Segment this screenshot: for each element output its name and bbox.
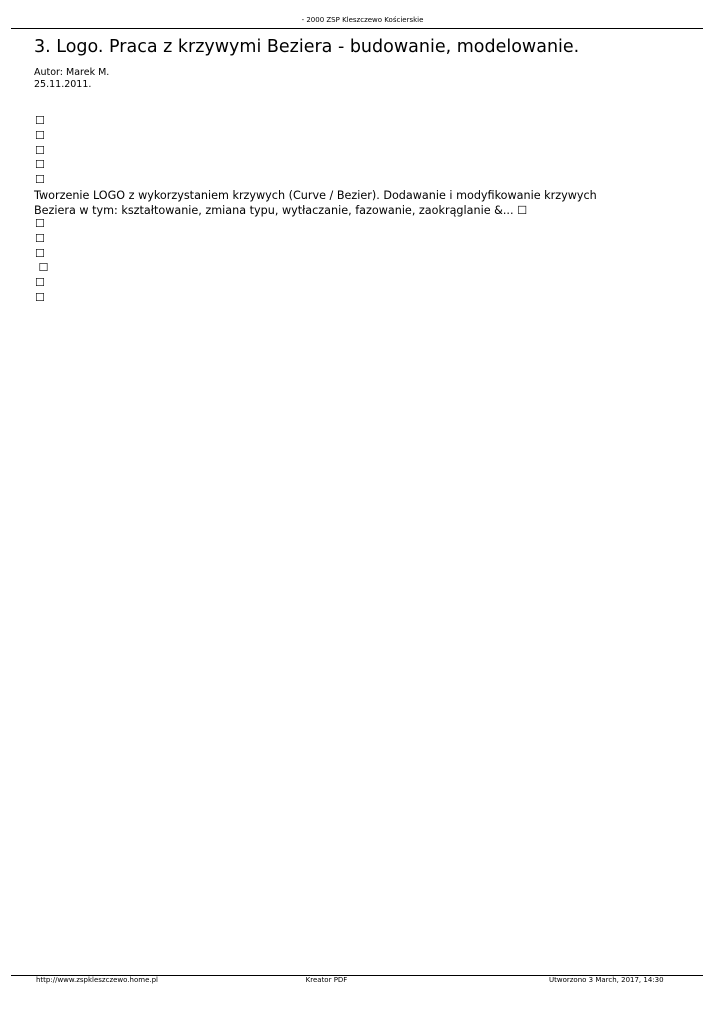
description-line-2: Beziera w tym: kształtowanie, zmiana typu, wytłaczanie, fazowanie, zaokrąglanie &... ☐ bbox=[34, 204, 528, 217]
footer-url: http://www.zspkleszczewo.home.pl bbox=[36, 976, 158, 984]
footer-creator: Kreator PDF bbox=[305, 976, 348, 984]
placeholder-box-group-upper bbox=[35, 114, 45, 188]
footer-created-date: Utworzono 3 March, 2017, 14:30 bbox=[549, 976, 664, 984]
placeholder-box: ☐ bbox=[35, 231, 45, 245]
page-title: 3. Logo. Praca z krzywymi Beziera - budowanie, modelowanie. bbox=[34, 37, 580, 57]
placeholder-box: ☐ bbox=[35, 246, 45, 260]
placeholder-box: ☐ bbox=[35, 261, 49, 275]
placeholder-box: ☐ bbox=[35, 290, 45, 304]
author-line: Autor: Marek M. bbox=[34, 67, 110, 78]
description-line-1: Tworzenie LOGO z wykorzystaniem krzywych (Curve / Bezier). Dodawanie i modyfikowanie krzywych bbox=[34, 189, 597, 202]
placeholder-box: ☐ bbox=[35, 114, 45, 127]
description-paragraph bbox=[34, 188, 684, 218]
placeholder-box: ☐ bbox=[35, 173, 45, 187]
placeholder-box: ☐ bbox=[35, 276, 45, 290]
placeholder-box-group-lower bbox=[35, 217, 48, 306]
placeholder-box: ☐ bbox=[35, 217, 45, 230]
publish-date: 25.11.2011. bbox=[34, 79, 92, 90]
header-divider bbox=[11, 28, 703, 29]
placeholder-box: ☐ bbox=[35, 158, 45, 172]
page-header: - 2000 ZSP Kleszczewo Kościerskie bbox=[301, 16, 424, 24]
placeholder-box: ☐ bbox=[35, 143, 45, 157]
placeholder-box: ☐ bbox=[35, 128, 45, 142]
